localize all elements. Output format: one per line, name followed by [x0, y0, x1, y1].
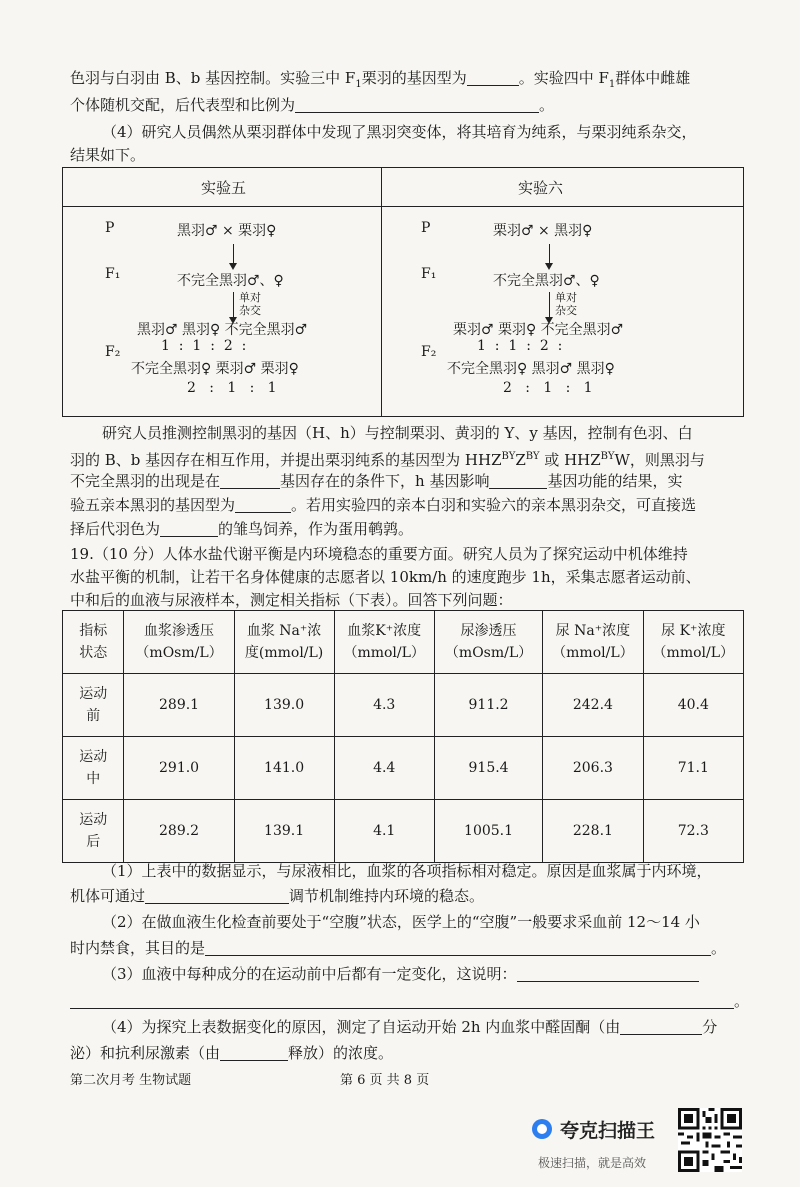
table-cell: 141.0 — [234, 737, 334, 800]
intro-text: 。 — [539, 96, 555, 114]
table-cell: 4.3 — [334, 674, 434, 737]
para-text: 基因功能的结果，实 — [547, 472, 683, 490]
header-line: 尿 Na⁺浓度 — [555, 623, 631, 639]
watermark-brand: 夸克扫描王 — [560, 1120, 656, 1142]
exp5-f2-row-1: 黑羽♂ 黑羽♀ 不完全黑羽♂ — [137, 322, 308, 338]
q-text: （4）为探究上表数据变化的原因，测定了自运动开始 2h 内血浆中醛固酮（由 — [102, 1018, 621, 1036]
para-text: 基因存在的条件下，h 基因影响 — [280, 472, 490, 490]
footer-exam-title: 第二次月考 生物试题 — [70, 1073, 192, 1088]
q-text: 机体可通过 — [70, 887, 146, 905]
exp6-p-cross: 栗羽♂ × 黑羽♀ — [493, 223, 593, 239]
intro-text: 栗羽的基因型为 — [361, 69, 467, 87]
q19-3-line-2 — [70, 990, 749, 1012]
table-header-row — [63, 611, 744, 674]
row-label — [63, 737, 124, 800]
exp5-p-cross: 黑羽♂ × 栗羽♀ — [177, 223, 277, 239]
exp5-f2-ratio-2: 2 : 1 : 1 — [187, 380, 277, 396]
footer-page-number: 第 6 页 共 8 页 — [340, 1073, 430, 1088]
q-text: 时内禁食，其目的是 — [70, 939, 206, 957]
exp5-f2-label: F₂ — [105, 344, 121, 360]
exp6-note: 杂交 — [555, 304, 577, 317]
table-cell: 228.1 — [543, 800, 643, 863]
answer-blank[interactable] — [160, 520, 218, 537]
q19-line-3: 中和后的血液与尿液样本，测定相关指标（下表）。回答下列问题： — [70, 591, 513, 609]
row-label — [63, 674, 124, 737]
header-line: （mmol/L） — [343, 645, 425, 661]
q19-3-line-1 — [102, 963, 699, 985]
q-text: 泌）和抗利尿激素（由 — [70, 1044, 221, 1062]
row-label-line: 运动 — [79, 686, 108, 702]
para-text: Z — [515, 451, 526, 469]
header-line: （mOsm/L） — [444, 645, 533, 661]
exp6-f2-ratio-2: 2 : 1 : 1 — [503, 380, 593, 396]
answer-blank[interactable] — [145, 887, 289, 904]
answer-blank[interactable] — [620, 1018, 702, 1035]
exp5-arrow-1 — [233, 244, 234, 268]
table-cell: 291.0 — [124, 737, 234, 800]
table-row — [63, 674, 744, 737]
exp6-f1: 不完全黑羽♂、♀ — [493, 273, 600, 289]
intro-line-1: 色羽与白羽由 B、b 基因控制。实验三中 $F_1$栗羽的基因型为 。实验四中 $F_1$群体中雌雄 — [70, 69, 691, 90]
header-line: 度(mmol/L) — [244, 645, 324, 661]
exp6-note: 单对 — [555, 291, 577, 304]
q-text: 分 — [702, 1018, 718, 1036]
para-text: 或 HHZ — [539, 451, 601, 469]
measurement-table — [62, 610, 744, 863]
exp6-f2-label: F₂ — [421, 344, 437, 360]
para-text: 的雏鸟饲养，作为蛋用鹌鹑。 — [218, 520, 414, 538]
table-cell: 206.3 — [543, 737, 643, 800]
answer-blank[interactable] — [205, 939, 711, 956]
answer-blank[interactable] — [467, 69, 519, 86]
table-cell: 289.2 — [124, 800, 234, 863]
cross-experiments-box — [62, 167, 744, 417]
question-4-line-1: （4）研究人员偶然从栗羽群体中发现了黑羽突变体，将其培育为纯系，与栗羽纯系杂交， — [102, 123, 697, 141]
table-cell: 4.1 — [334, 800, 434, 863]
para-line-4 — [70, 494, 696, 516]
answer-blank[interactable] — [517, 965, 699, 982]
para-text: 不完全黑羽的出现是在 — [70, 472, 221, 490]
q-text: 。 — [711, 939, 727, 957]
intro-text: 。实验四中 F — [518, 69, 609, 87]
header-line: （mmol/L） — [652, 645, 735, 661]
exp5-note: 杂交 — [239, 304, 261, 317]
intro-text: 群体中雌雄 — [615, 69, 691, 87]
header-line: （mmol/L） — [552, 645, 634, 661]
answer-blank[interactable] — [235, 496, 291, 513]
exp6-f2-ratio-1: 1 : 1 : 2 : — [477, 338, 563, 354]
exp5-f2-ratio-1: 1 : 1 : 2 : — [161, 338, 247, 354]
table-cell: 71.1 — [643, 737, 743, 800]
table-row — [63, 800, 744, 863]
q19-1-line-2 — [70, 885, 484, 907]
exp6-arrow-1 — [549, 244, 550, 268]
para-text: 。若用实验四的亲本白羽和实验六的亲本黑羽杂交，可直接选 — [291, 496, 697, 514]
cross-divider — [381, 168, 382, 416]
row-label — [63, 800, 124, 863]
intro-line-2 — [70, 94, 554, 116]
answer-blank[interactable] — [220, 1044, 288, 1061]
q-text: 调节机制维持内环境的稳态。 — [289, 887, 485, 905]
table-cell: 139.1 — [234, 800, 334, 863]
qr-code-icon — [678, 1108, 742, 1172]
row-label-line: 运动 — [79, 812, 108, 828]
exp5-f1: 不完全黑羽♂、♀ — [177, 273, 284, 289]
exp5-title: 实验五 — [201, 179, 247, 197]
table-cell: 4.4 — [334, 737, 434, 800]
row-label-line: 中 — [86, 771, 101, 787]
q-text: 释放）的浓度。 — [288, 1044, 394, 1062]
answer-blank[interactable] — [489, 472, 547, 489]
corner-label: 状态 — [79, 645, 108, 661]
para-line-2 — [70, 446, 705, 471]
answer-blank[interactable] — [70, 992, 734, 1009]
column-header — [234, 611, 334, 674]
header-line: 血浆 Na⁺浓 — [246, 623, 322, 639]
para-text: 羽的 B、b 基因存在相互作用，并提出栗羽纯系的基因型为 HHZ — [70, 451, 502, 469]
q19-4-line-2 — [70, 1042, 393, 1064]
table-cell: 915.4 — [434, 737, 542, 800]
intro-text: 色羽与白羽由 B、b 基因控制。实验三中 F — [70, 69, 356, 87]
q19-1-line-1: （1）上表中的数据显示，与尿液相比，血浆的各项指标相对稳定。原因是血浆属于内环境， — [102, 862, 712, 880]
table-cell: 911.2 — [434, 674, 542, 737]
column-header — [643, 611, 743, 674]
watermark-slogan: 极速扫描，就是高效 — [538, 1156, 647, 1170]
exp6-f2-row-1: 栗羽♂ 栗羽♀ 不完全黑羽♂ — [453, 322, 624, 338]
row-label-line: 运动 — [79, 749, 108, 765]
header-line: 尿渗透压 — [460, 623, 517, 639]
para-line-1: 研究人员推测控制黑羽的基因（H、h）与控制栗羽、黄羽的 Y、y 基因，控制有色羽、白 — [102, 424, 693, 442]
column-header — [543, 611, 643, 674]
table-cell: 139.0 — [234, 674, 334, 737]
superscript: BY — [600, 451, 615, 462]
table-cell: 242.4 — [543, 674, 643, 737]
q19-2-line-1: （2）在做血液生化检查前要处于“空腹”状态，医学上的“空腹”一般要求采血前 12～14 小 — [102, 913, 700, 931]
table-cell: 289.1 — [124, 674, 234, 737]
exp5-f1-label: F₁ — [105, 266, 121, 282]
exp5-p-label: P — [105, 220, 115, 236]
row-label-line: 后 — [86, 834, 101, 850]
para-text: 择后代羽色为 — [70, 520, 161, 538]
column-header — [124, 611, 234, 674]
column-header — [434, 611, 542, 674]
exp5-note: 单对 — [239, 291, 261, 304]
intro-text: 个体随机交配，后代表型和比例为 — [70, 96, 296, 114]
header-line: 血浆渗透压 — [144, 623, 215, 639]
q19-line-2: 水盐平衡的机制，让若干名身体健康的志愿者以 10km/h 的速度跑步 1h，采集志愿者运动前、 — [70, 568, 701, 586]
table-row — [63, 737, 744, 800]
column-header — [334, 611, 434, 674]
superscript: BY — [525, 451, 540, 462]
table-cell: 1005.1 — [434, 800, 542, 863]
corner-label: 指标 — [79, 623, 108, 639]
exp6-arrow-2 — [549, 292, 550, 322]
cross-header — [63, 168, 743, 207]
q-text: 。 — [734, 992, 750, 1010]
exp6-f1-label: F₁ — [421, 266, 437, 282]
header-line: （mOsm/L） — [135, 645, 223, 661]
q19-2-line-2 — [70, 937, 726, 959]
answer-blank[interactable] — [295, 96, 539, 113]
exp6-p-label: P — [421, 220, 431, 236]
table-cell: 72.3 — [643, 800, 743, 863]
q-text: （3）血液中每种成分的在运动前中后都有一定变化，这说明： — [102, 965, 517, 983]
header-line: 血浆K⁺浓度 — [347, 623, 422, 639]
row-label-line: 前 — [86, 708, 101, 724]
exp5-arrow-2 — [233, 292, 234, 322]
exp6-title: 实验六 — [518, 179, 564, 197]
table-cell: 40.4 — [643, 674, 743, 737]
para-text: 验五亲本黑羽的基因型为 — [70, 496, 236, 514]
quark-logo-icon — [532, 1119, 552, 1139]
exp6-f2-row-2: 不完全黑羽♀ 黑羽♂ 黑羽♀ — [447, 361, 615, 377]
para-line-5 — [70, 518, 413, 540]
para-line-3 — [70, 470, 682, 492]
table-corner — [63, 611, 124, 674]
question-4-line-2: 结果如下。 — [70, 146, 146, 164]
para-text: W，则黑羽与 — [614, 451, 705, 469]
q19-4-line-1 — [102, 1016, 717, 1038]
exp5-f2-row-2: 不完全黑羽♀ 栗羽♂ 栗羽♀ — [131, 361, 299, 377]
answer-blank[interactable] — [220, 472, 280, 489]
q19-line-1: 19.（10 分）人体水盐代谢平衡是内环境稳态的重要方面。研究人员为了探究运动中机体维持 — [70, 545, 688, 563]
superscript: BY — [501, 451, 516, 462]
header-line: 尿 K⁺浓度 — [661, 623, 726, 639]
